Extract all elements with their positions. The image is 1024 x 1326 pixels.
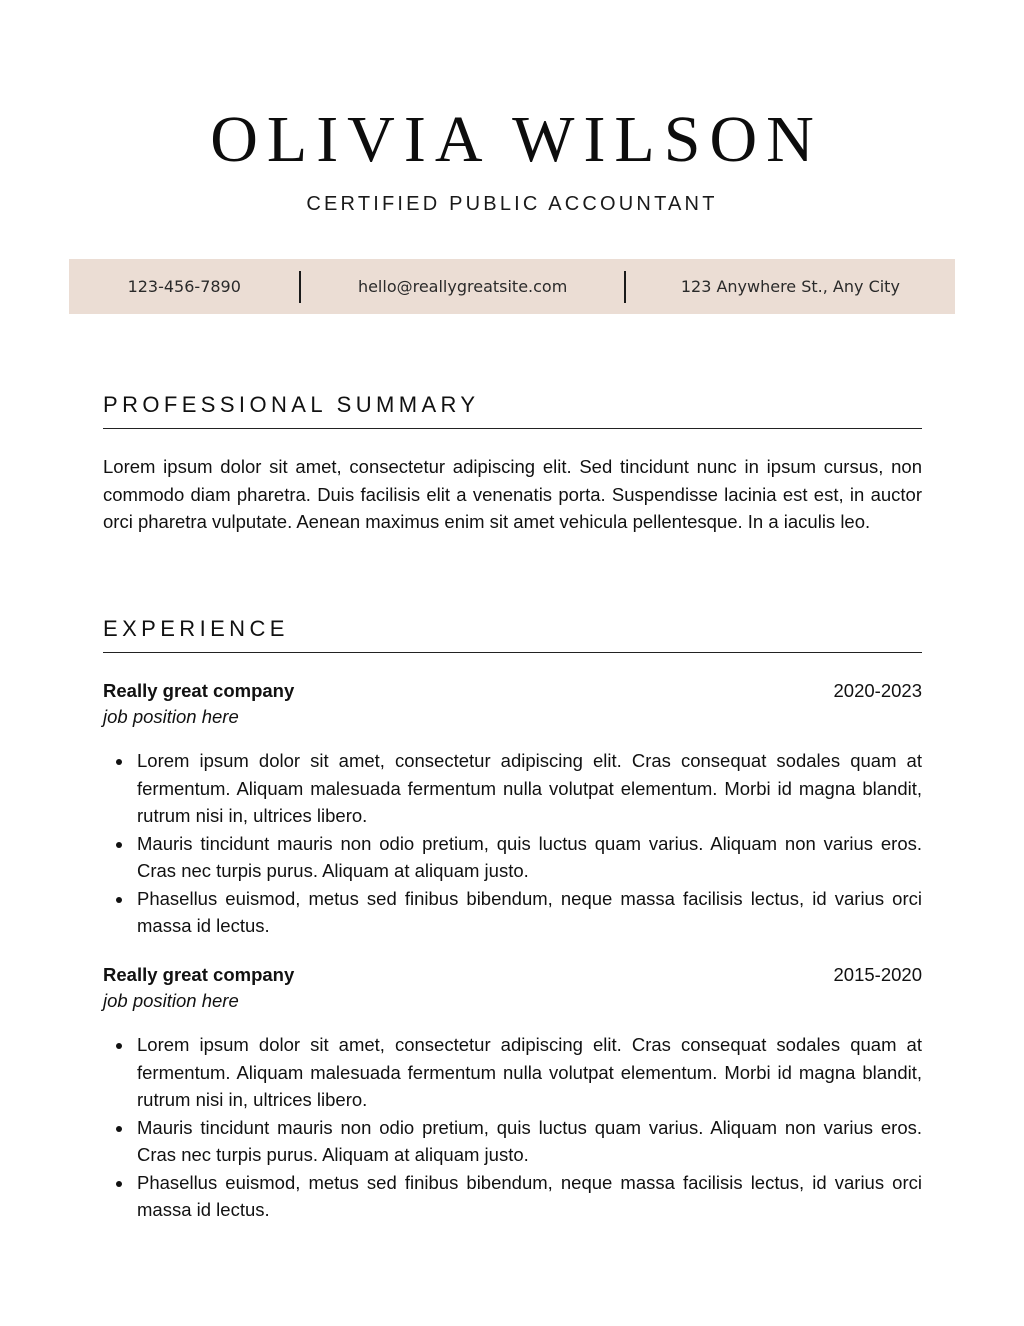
summary-section [103, 392, 922, 536]
job-bullet-text: Phasellus euismod, metus sed finibus bibendum, neque massa facilisis lectus, id varius orci massa id lectus. [137, 887, 922, 936]
job-company: Really great company [103, 964, 295, 985]
summary-text: Lorem ipsum dolor sit amet, consectetur adipiscing elit. Sed tincidunt nunc in ipsum cursus, non commodo diam pharetra. Duis facilisis elit a venenatis porta. Suspendisse lacinia est est, in auctor orci pharetra vulputate. Aenean maximus enim sit amet vehicula pellentesque. In a iaculis leo. [103, 456, 922, 532]
job-bullet-list [103, 747, 922, 940]
experience-heading: EXPERIENCE [103, 616, 922, 653]
job-years: 2020-2023 [833, 680, 922, 701]
candidate-name: OLIVIA WILSON [210, 103, 823, 176]
contact-email: hello@reallygreatsite.com [357, 277, 568, 296]
job-bullet [103, 747, 922, 830]
job-bullet [103, 1169, 922, 1224]
experience-job [103, 962, 922, 1224]
job-bullet-text: Mauris tincidunt mauris non odio pretium, quis luctus quam varius. Aliquam non varius eros. Cras nec turpis purus. Aliquam at aliquam justo. [137, 1116, 922, 1165]
bullet-dot-icon [116, 1043, 122, 1049]
job-company: Really great company [103, 680, 295, 701]
bullet-dot-icon [116, 1126, 122, 1132]
contact-bar [69, 259, 955, 314]
job-bullet-text: Mauris tincidunt mauris non odio pretium, quis luctus quam varius. Aliquam non varius eros. Cras nec turpis purus. Aliquam at aliquam justo. [137, 832, 922, 881]
contact-phone: 123-456-7890 [127, 277, 241, 296]
bullet-dot-icon [116, 842, 122, 848]
job-header [103, 678, 922, 704]
bullet-dot-icon [116, 1181, 122, 1187]
bullet-dot-icon [116, 759, 122, 765]
experience-job [103, 678, 922, 940]
job-years: 2015-2020 [833, 964, 922, 985]
resume-header [0, 100, 1024, 216]
job-position: job position here [103, 990, 239, 1011]
summary-heading: PROFESSIONAL SUMMARY [103, 392, 922, 429]
job-bullet [103, 830, 922, 885]
job-bullet [103, 885, 922, 940]
job-bullet-list [103, 1031, 922, 1224]
bullet-dot-icon [116, 897, 122, 903]
job-bullet-text: Lorem ipsum dolor sit amet, consectetur adipiscing elit. Cras consequat sodales quam at fermentum. Aliquam malesuada fermentum nulla volutpat elementum. Morbi id magna blandit, rutrum nisi in, ultrices libero. [137, 750, 922, 826]
contact-address: 123 Anywhere St., Any City [680, 277, 900, 296]
job-bullet [103, 1031, 922, 1114]
experience-section [103, 616, 922, 653]
job-header [103, 962, 922, 988]
job-bullet [103, 1114, 922, 1169]
candidate-title: CERTIFIED PUBLIC ACCOUNTANT [306, 193, 718, 215]
job-bullet-text: Lorem ipsum dolor sit amet, consectetur adipiscing elit. Cras consequat sodales quam at fermentum. Aliquam malesuada fermentum nulla volutpat elementum. Morbi id magna blandit, rutrum nisi in, ultrices libero. [137, 1034, 922, 1110]
job-position: job position here [103, 706, 239, 727]
job-bullet-text: Phasellus euismod, metus sed finibus bibendum, neque massa facilisis lectus, id varius orci massa id lectus. [137, 1171, 922, 1220]
